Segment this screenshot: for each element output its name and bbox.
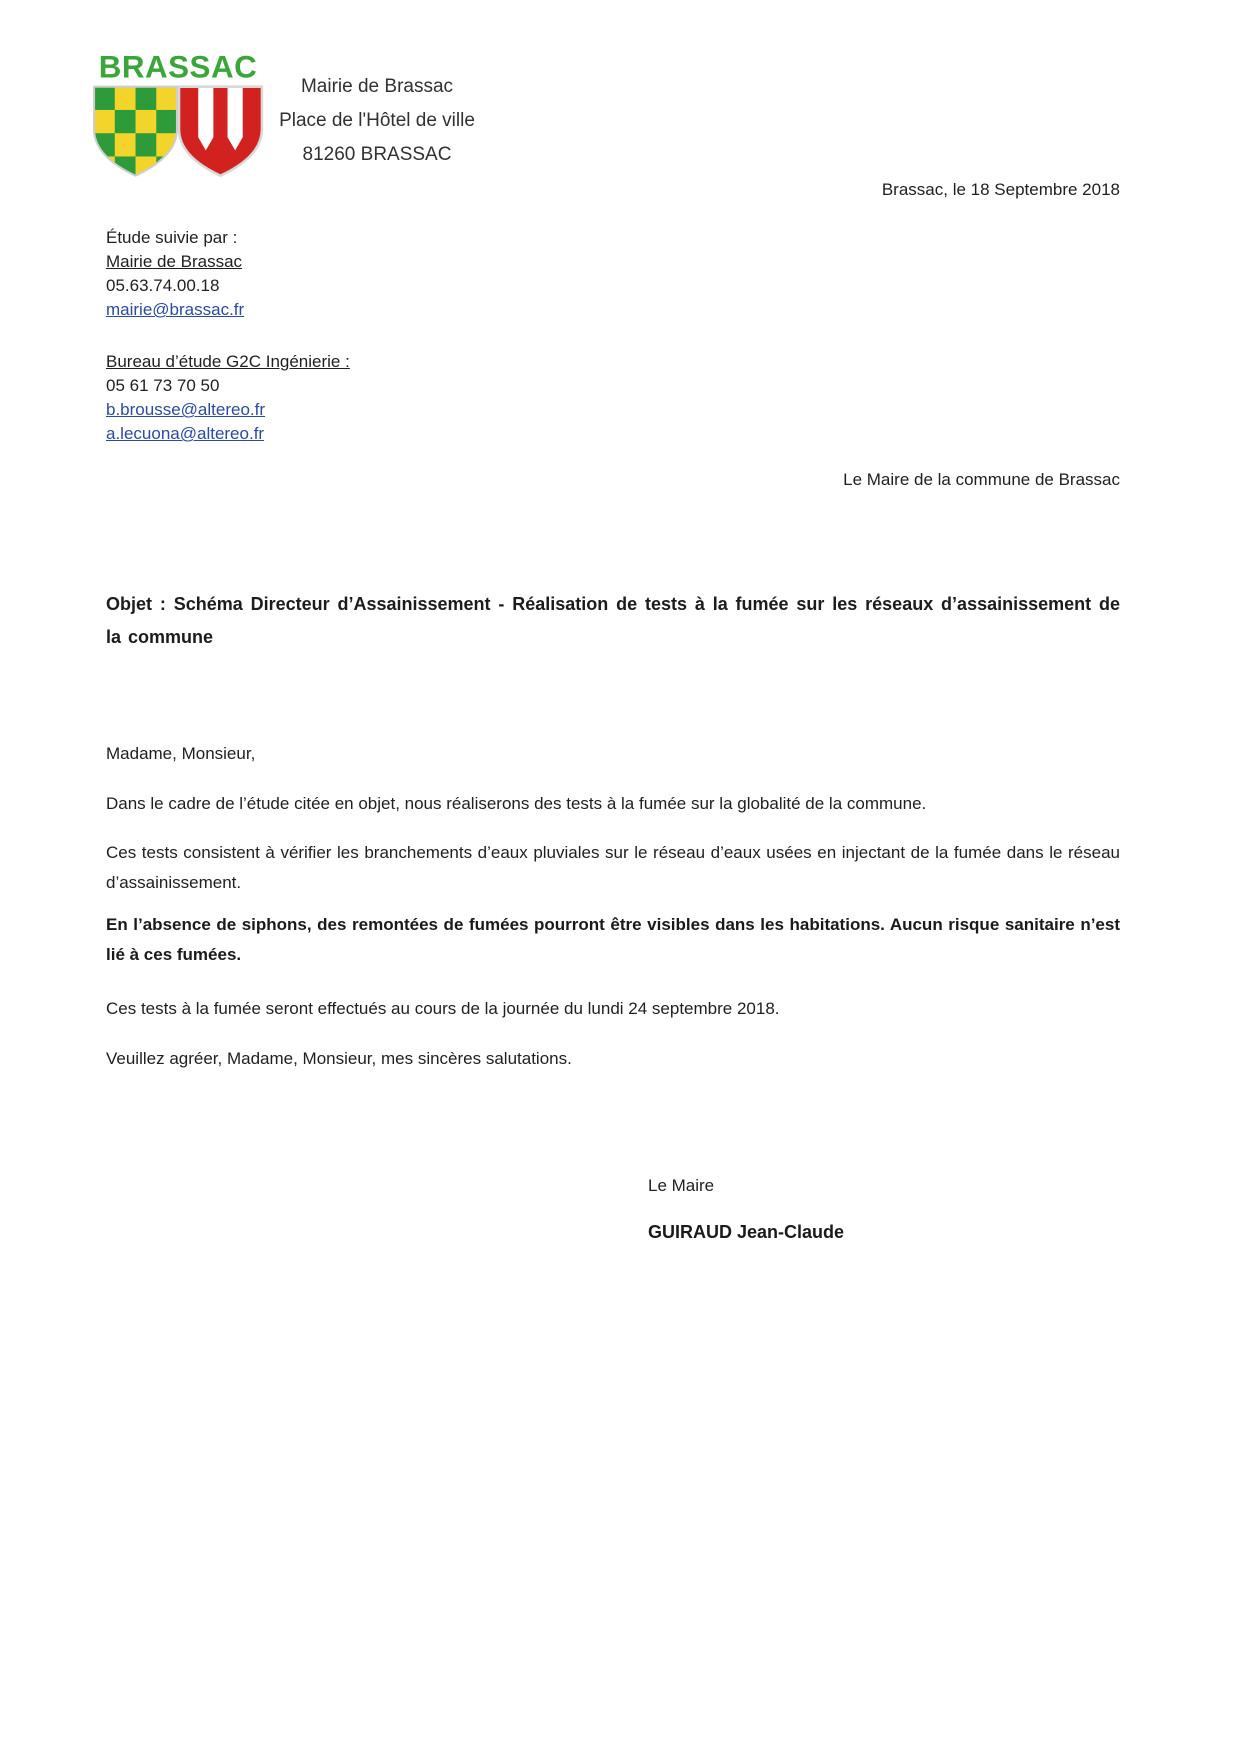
paragraph-5: Veuillez agréer, Madame, Monsieur, mes sincères salutations. (106, 1049, 572, 1068)
brassac-coat-of-arms-logo (88, 50, 268, 180)
paragraph-2: Ces tests consistent à vérifier les branchements d’eaux pluviales sur le réseau d’eaux usées en injectant de la fumée dans le réseau d’assainissement. (106, 843, 1120, 892)
bureau-title: Bureau d’étude G2C Ingénierie : (106, 352, 350, 371)
letterhead-address (262, 70, 492, 172)
signature-block (648, 1176, 844, 1243)
study-contact-block (106, 226, 244, 322)
salutation: Madame, Monsieur, (106, 744, 256, 763)
paragraph-4: Ces tests à la fumée seront effectués au cours de la journée du lundi 24 septembre 2018. (106, 999, 780, 1018)
signature-name: GUIRAUD Jean-Claude (648, 1222, 845, 1242)
study-title: Étude suivie par : (106, 228, 238, 247)
recipient-line: Le Maire de la commune de Brassac (843, 470, 1120, 489)
right-shield-red (179, 87, 262, 180)
bureau-email-link-2[interactable]: a.lecuona@altereo.fr (106, 424, 265, 443)
bureau-email-link-1[interactable]: b.brousse@altereo.fr (106, 400, 266, 419)
bureau-contact-block (106, 350, 350, 446)
subject-line: Objet : Schéma Directeur d’Assainissement - Réalisation de tests à la fumée sur les réseaux d’assainissement de la commune (106, 594, 1120, 647)
org-name: Mairie de Brassac (300, 76, 454, 97)
date-line: Brassac, le 18 Septembre 2018 (881, 180, 1120, 199)
paragraph-3-bold: En l’absence de siphons, des remontées de fumées pourront être visibles dans les habitations. Aucun risque sanitaire n’est lié à ces fumées. (106, 915, 1120, 964)
study-org: Mairie de Brassac (106, 252, 243, 271)
study-email-link[interactable]: mairie@brassac.fr (106, 300, 245, 319)
logo-wordmark: BRASSAC (98, 50, 258, 85)
study-phone: 05.63.74.00.18 (106, 276, 220, 295)
paragraph-1: Dans le cadre de l’étude citée en objet, nous réaliserons des tests à la fumée sur la globalité de la commune. (106, 794, 927, 813)
left-shield-checker (94, 87, 177, 180)
org-city: 81260 BRASSAC (302, 144, 452, 165)
bureau-phone: 05 61 73 70 50 (106, 376, 220, 395)
signature-title: Le Maire (648, 1176, 715, 1195)
org-street: Place de l'Hôtel de ville (279, 110, 475, 131)
shield-icon (88, 50, 268, 180)
